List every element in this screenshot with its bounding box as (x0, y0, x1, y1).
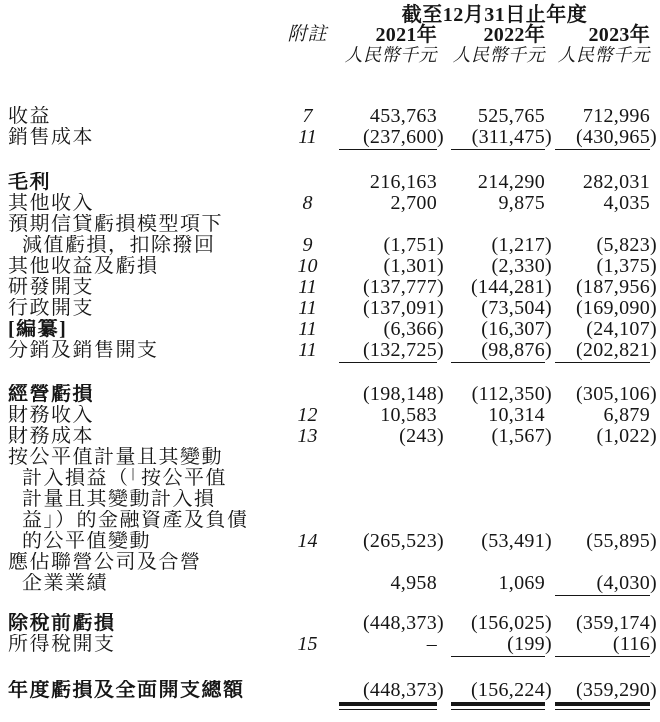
value-2023: (116 ) (555, 634, 650, 655)
value-2021: 453,763 (369, 105, 437, 127)
closing-paren: ) (650, 425, 657, 447)
row-note: 9 (302, 234, 313, 256)
value-2022 (451, 489, 545, 510)
row-note (285, 214, 330, 235)
table-row (0, 319, 660, 340)
closing-paren: ) (545, 318, 552, 340)
row-label: 年度虧損及全面開支總額 (8, 680, 245, 701)
underline (555, 595, 650, 596)
row-note: 10 (297, 255, 318, 277)
year-header-2021: 2021年 (375, 24, 437, 46)
value-2023: (202,821 ) (555, 340, 650, 361)
table-row (0, 340, 660, 361)
row-note: 11 (298, 126, 317, 148)
value-2022: (98,876 ) (451, 340, 545, 361)
table-row (0, 127, 660, 148)
table-row (0, 510, 660, 531)
row-label: 預期信貸虧損模型項下 (8, 214, 223, 235)
closing-paren: ) (437, 318, 444, 340)
closing-paren: ) (545, 530, 552, 552)
row-note (285, 447, 330, 468)
value-2022: (112,350 ) (471, 383, 552, 405)
table-row (0, 573, 660, 594)
unit-label-2023: 人民幣千元 (557, 45, 650, 65)
closing-paren: ) (545, 276, 552, 298)
value-2021 (339, 510, 437, 531)
closing-paren: ) (545, 633, 552, 655)
value-2022 (451, 447, 545, 468)
row-label: 計入損益（「按公平值 (22, 468, 227, 489)
closing-paren: ) (650, 255, 657, 277)
value-2022: (73,504 ) (481, 297, 552, 319)
row-label: 按公平值計量且其變動 (8, 447, 223, 468)
value-2021: (6,366 ) (383, 318, 444, 340)
value-2022: 9,875 (498, 192, 545, 214)
year-header-2023: 2023年 (588, 24, 650, 46)
row-label: 研發開支 (8, 277, 94, 298)
column-header-row (0, 25, 660, 45)
closing-paren: ) (650, 679, 657, 701)
row-note: 13 (297, 425, 318, 447)
value-2023: (1,375 ) (596, 255, 657, 277)
row-label: 財務收入 (8, 405, 94, 426)
row-note: 11 (298, 339, 317, 361)
value-2023: (359,290 ) (555, 680, 650, 701)
underline (451, 362, 545, 363)
row-label: 益」）的金融資產及負債 (22, 510, 249, 531)
value-2022: (1,217 ) (491, 234, 552, 256)
row-label: 所得稅開支 (8, 634, 116, 655)
table-row (0, 552, 660, 573)
row-note (285, 384, 330, 405)
closing-paren: ) (545, 383, 552, 405)
value-2023: (169,090 ) (575, 297, 657, 319)
value-2023: (359,174 ) (575, 612, 657, 634)
value-2022 (451, 468, 545, 489)
closing-paren: ) (650, 297, 657, 319)
value-2022: (53,491 ) (481, 530, 552, 552)
double-underline (339, 702, 437, 710)
value-2022 (451, 510, 545, 531)
value-2023: (430,965 ) (555, 127, 650, 148)
note-column-header: 附註 (287, 24, 328, 45)
value-2022: (144,281 ) (470, 276, 552, 298)
value-2021: (137,091 ) (362, 297, 444, 319)
closing-paren: ) (545, 425, 552, 447)
value-2022: 1,069 (498, 572, 545, 594)
table-row (0, 298, 660, 319)
underline (451, 656, 545, 657)
value-2021: (137,777 ) (362, 276, 444, 298)
row-note: 14 (297, 530, 318, 552)
table-body (0, 106, 660, 701)
unit-spacer (0, 45, 285, 65)
row-label: 分銷及銷售開支 (8, 340, 159, 361)
value-2022: (311,475 ) (451, 127, 545, 148)
value-2021: (132,725 ) (339, 340, 437, 361)
table-row (0, 426, 660, 447)
row-label: 應佔聯營公司及合營 (8, 552, 202, 573)
value-2021 (339, 214, 437, 235)
value-2023 (555, 447, 650, 468)
value-2021 (339, 447, 437, 468)
row-note (285, 573, 330, 594)
table-row (0, 680, 660, 701)
row-note: 12 (297, 404, 318, 426)
closing-paren: ) (437, 425, 444, 447)
row-label: 企業業績 (22, 573, 108, 594)
closing-paren: ) (650, 530, 657, 552)
table-row (0, 384, 660, 405)
table-row (0, 106, 660, 127)
row-label: 除稅前虧損 (8, 613, 116, 634)
unit-header-row (0, 45, 660, 65)
value-2023 (555, 214, 650, 235)
value-2022: (156,025 ) (470, 612, 552, 634)
value-2023 (555, 468, 650, 489)
value-2021: 2,700 (390, 192, 437, 214)
value-2023: 282,031 (582, 171, 650, 193)
value-2023: (55,895 ) (586, 530, 657, 552)
closing-paren: ) (437, 679, 444, 701)
row-label: 銷售成本 (8, 127, 94, 148)
row-label: 行政開支 (8, 298, 94, 319)
year-header-2022: 2022年 (483, 24, 545, 46)
row-label: 其他收入 (8, 193, 94, 214)
row-note: 8 (302, 192, 313, 214)
table-row (0, 193, 660, 214)
value-2023: (4,030 ) (555, 573, 650, 594)
row-label: [編纂] (8, 319, 68, 340)
closing-paren: ) (437, 612, 444, 634)
closing-paren: ) (650, 383, 657, 405)
value-2021: (1,301 ) (383, 255, 444, 277)
closing-paren: ) (545, 126, 552, 148)
closing-paren: ) (545, 234, 552, 256)
row-note (285, 613, 330, 634)
closing-paren: ) (545, 612, 552, 634)
value-2023: 4,035 (603, 192, 650, 214)
unit-label-2022: 人民幣千元 (452, 45, 545, 65)
underline (451, 149, 545, 150)
value-2021 (339, 468, 437, 489)
table-row (0, 172, 660, 193)
row-label: 計量且其變動計入損 (22, 489, 216, 510)
closing-paren: ) (545, 339, 552, 361)
value-2021: (448,373 ) (362, 612, 444, 634)
label-column-header (0, 25, 285, 45)
value-2023: (305,106 ) (575, 383, 657, 405)
underline (339, 362, 437, 363)
value-2023: 712,996 (582, 105, 650, 127)
value-2021 (339, 552, 437, 573)
value-2022: (16,307 ) (481, 318, 552, 340)
closing-paren: ) (650, 276, 657, 298)
closing-paren: ) (437, 383, 444, 405)
table-row (0, 214, 660, 235)
closing-paren: ) (650, 612, 657, 634)
row-label: 收益 (8, 106, 51, 127)
value-2021: (237,600 ) (339, 127, 437, 148)
double-underline (451, 702, 545, 710)
row-note: 11 (298, 318, 317, 340)
value-2023: (187,956 ) (575, 276, 657, 298)
unit-label-2021: 人民幣千元 (344, 45, 437, 65)
closing-paren: ) (437, 255, 444, 277)
value-2021: (448,373 ) (339, 680, 437, 701)
value-2022: (1,567 ) (491, 425, 552, 447)
closing-paren: ) (545, 255, 552, 277)
value-2021: (198,148 ) (362, 383, 444, 405)
closing-paren: ) (545, 297, 552, 319)
underline (555, 656, 650, 657)
row-note (285, 552, 330, 573)
row-label: 其他收益及虧損 (8, 256, 159, 277)
value-2023 (555, 510, 650, 531)
row-note: 7 (302, 105, 313, 127)
value-2022: (2,330 ) (491, 255, 552, 277)
value-2021: (243 ) (399, 425, 444, 447)
table-row (0, 447, 660, 468)
value-2022 (451, 214, 545, 235)
row-note: 11 (298, 297, 317, 319)
table-row (0, 405, 660, 426)
value-2021: – (426, 633, 437, 655)
closing-paren: ) (437, 234, 444, 256)
closing-paren: ) (650, 126, 657, 148)
value-2021: 10,583 (380, 404, 437, 426)
row-label: 減值虧損，扣除撥回 (22, 235, 216, 256)
underline (555, 362, 650, 363)
value-2023: 6,879 (603, 404, 650, 426)
value-2022: 214,290 (477, 171, 545, 193)
closing-paren: ) (650, 633, 657, 655)
row-note: 15 (297, 633, 318, 655)
table-row (0, 613, 660, 634)
closing-paren: ) (650, 234, 657, 256)
closing-paren: ) (650, 339, 657, 361)
row-label: 的公平值變動 (22, 531, 151, 552)
closing-paren: ) (437, 126, 444, 148)
value-2023: (1,022 ) (596, 425, 657, 447)
unit-spacer-note (285, 45, 330, 65)
value-2022: (199 ) (451, 634, 545, 655)
table-row (0, 468, 660, 489)
row-note (285, 172, 330, 193)
period-header-row (0, 5, 660, 25)
value-2022 (451, 552, 545, 573)
row-label: 毛利 (8, 172, 51, 193)
closing-paren: ) (437, 297, 444, 319)
double-underline (555, 702, 650, 710)
table-row (0, 489, 660, 510)
table-row (0, 256, 660, 277)
closing-paren: ) (545, 679, 552, 701)
row-note (285, 680, 330, 701)
table-row (0, 634, 660, 655)
closing-paren: ) (437, 276, 444, 298)
value-2022: 525,765 (477, 105, 545, 127)
row-note (285, 468, 330, 489)
value-2023: (24,107 ) (586, 318, 657, 340)
closing-paren: ) (650, 318, 657, 340)
row-label: 經營虧損 (8, 384, 94, 405)
value-2021 (339, 489, 437, 510)
value-2023 (555, 552, 650, 573)
row-note (285, 510, 330, 531)
value-2022: (156,224 ) (451, 680, 545, 701)
table-row (0, 277, 660, 298)
period-title: 截至12月31日止年度 (401, 4, 588, 26)
table-row (0, 235, 660, 256)
underline (555, 149, 650, 150)
value-2021: (265,523 ) (362, 530, 444, 552)
row-note (285, 489, 330, 510)
underline (339, 149, 437, 150)
row-note: 11 (298, 276, 317, 298)
row-label: 財務成本 (8, 426, 94, 447)
closing-paren: ) (437, 530, 444, 552)
value-2023 (555, 489, 650, 510)
value-2022: 10,314 (488, 404, 545, 426)
value-2021: 216,163 (369, 171, 437, 193)
closing-paren: ) (437, 339, 444, 361)
value-2023: (5,823 ) (596, 234, 657, 256)
value-2021: 4,958 (390, 572, 437, 594)
closing-paren: ) (650, 572, 657, 594)
table-row (0, 531, 660, 552)
value-2021: (1,751 ) (383, 234, 444, 256)
